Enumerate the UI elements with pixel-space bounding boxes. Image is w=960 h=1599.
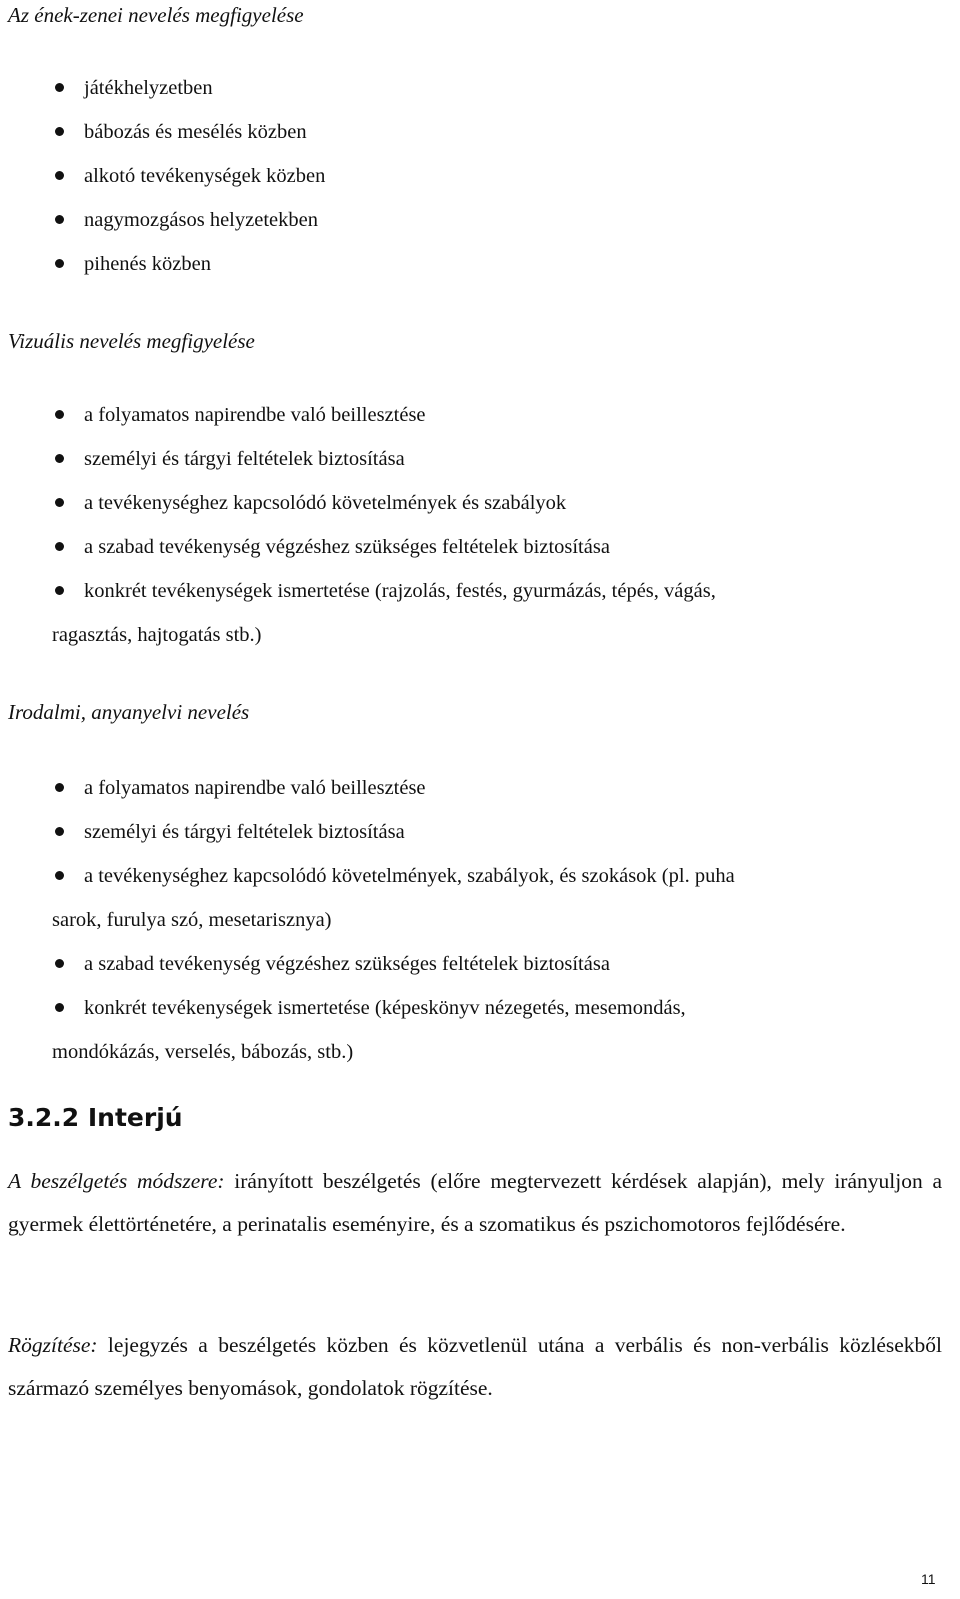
method-text: irányított beszélgetés (előre megtervezett kérdések alapján), mely irányuljon a gyermek élettörténetére, a perinatalis eseményire, és a szomatikus és pszichomotoros fejlődésére. (8, 1169, 942, 1236)
list-item: személyi és tárgyi feltételek biztosítása (0, 437, 960, 481)
bullet-icon (55, 827, 64, 836)
bullet-icon (55, 871, 64, 880)
list-item: a tevékenységhez kapcsolódó követelmények, szabályok, és szokások (pl. puha sarok, furulya szó, mesetarisznya) (52, 865, 735, 931)
list-item: bábozás és mesélés közben (0, 110, 960, 154)
section-heading-literature: Irodalmi, anyanyelvi nevelés (8, 700, 250, 724)
bullet-icon (55, 454, 64, 463)
list-item: pihenés közben (0, 242, 960, 286)
recording-text: lejegyzés a beszélgetés közben és közvetlenül utána a verbális és non-verbális közlésekből származó személyes benyomások, gondolatok rögzítése. (8, 1333, 942, 1400)
interview-method-paragraph (8, 1160, 942, 1246)
section-heading-visual: Vizuális nevelés megfigyelése (8, 329, 255, 353)
bullet-icon (55, 171, 64, 180)
bullet-icon (55, 259, 64, 268)
visual-observation-list (0, 393, 960, 657)
list-item: személyi és tárgyi feltételek biztosítása (0, 810, 960, 854)
bullet-icon (55, 410, 64, 419)
bullet-icon (55, 127, 64, 136)
interview-recording-paragraph (8, 1324, 942, 1410)
list-item: a szabad tevékenység végzéshez szükséges feltételek biztosítása (0, 942, 960, 986)
list-item: konkrét tevékenységek ismertetése (képeskönyv nézegetés, mesemondás, mondókázás, verselés, bábozás, stb.) (52, 997, 686, 1063)
bullet-icon (55, 215, 64, 224)
bullet-icon (55, 542, 64, 551)
method-label: A beszélgetés módszere: (8, 1169, 225, 1193)
bullet-icon (55, 959, 64, 968)
section-heading-music: Az ének-zenei nevelés megfigyelése (8, 3, 304, 27)
bullet-icon (55, 83, 64, 92)
music-observation-list (0, 66, 960, 286)
list-item: a folyamatos napirendbe való beillesztése (0, 766, 960, 810)
interview-heading: 3.2.2 Interjú (8, 1103, 183, 1132)
list-item: a tevékenységhez kapcsolódó követelmények és szabályok (0, 481, 960, 525)
list-item: a folyamatos napirendbe való beillesztése (0, 393, 960, 437)
list-item: játékhelyzetben (0, 66, 960, 110)
list-item: a szabad tevékenység végzéshez szükséges feltételek biztosítása (0, 525, 960, 569)
list-item: alkotó tevékenységek közben (0, 154, 960, 198)
recording-label: Rögzítése: (8, 1333, 98, 1357)
list-item: konkrét tevékenységek ismertetése (rajzolás, festés, gyurmázás, tépés, vágás, ragasztás, hajtogatás stb.) (52, 580, 716, 646)
page-number: 11 (921, 1571, 936, 1587)
bullet-icon (55, 1003, 64, 1012)
bullet-icon (55, 498, 64, 507)
list-item: nagymozgásos helyzetekben (0, 198, 960, 242)
literature-observation-list (0, 766, 960, 1074)
bullet-icon (55, 783, 64, 792)
bullet-icon (55, 586, 64, 595)
